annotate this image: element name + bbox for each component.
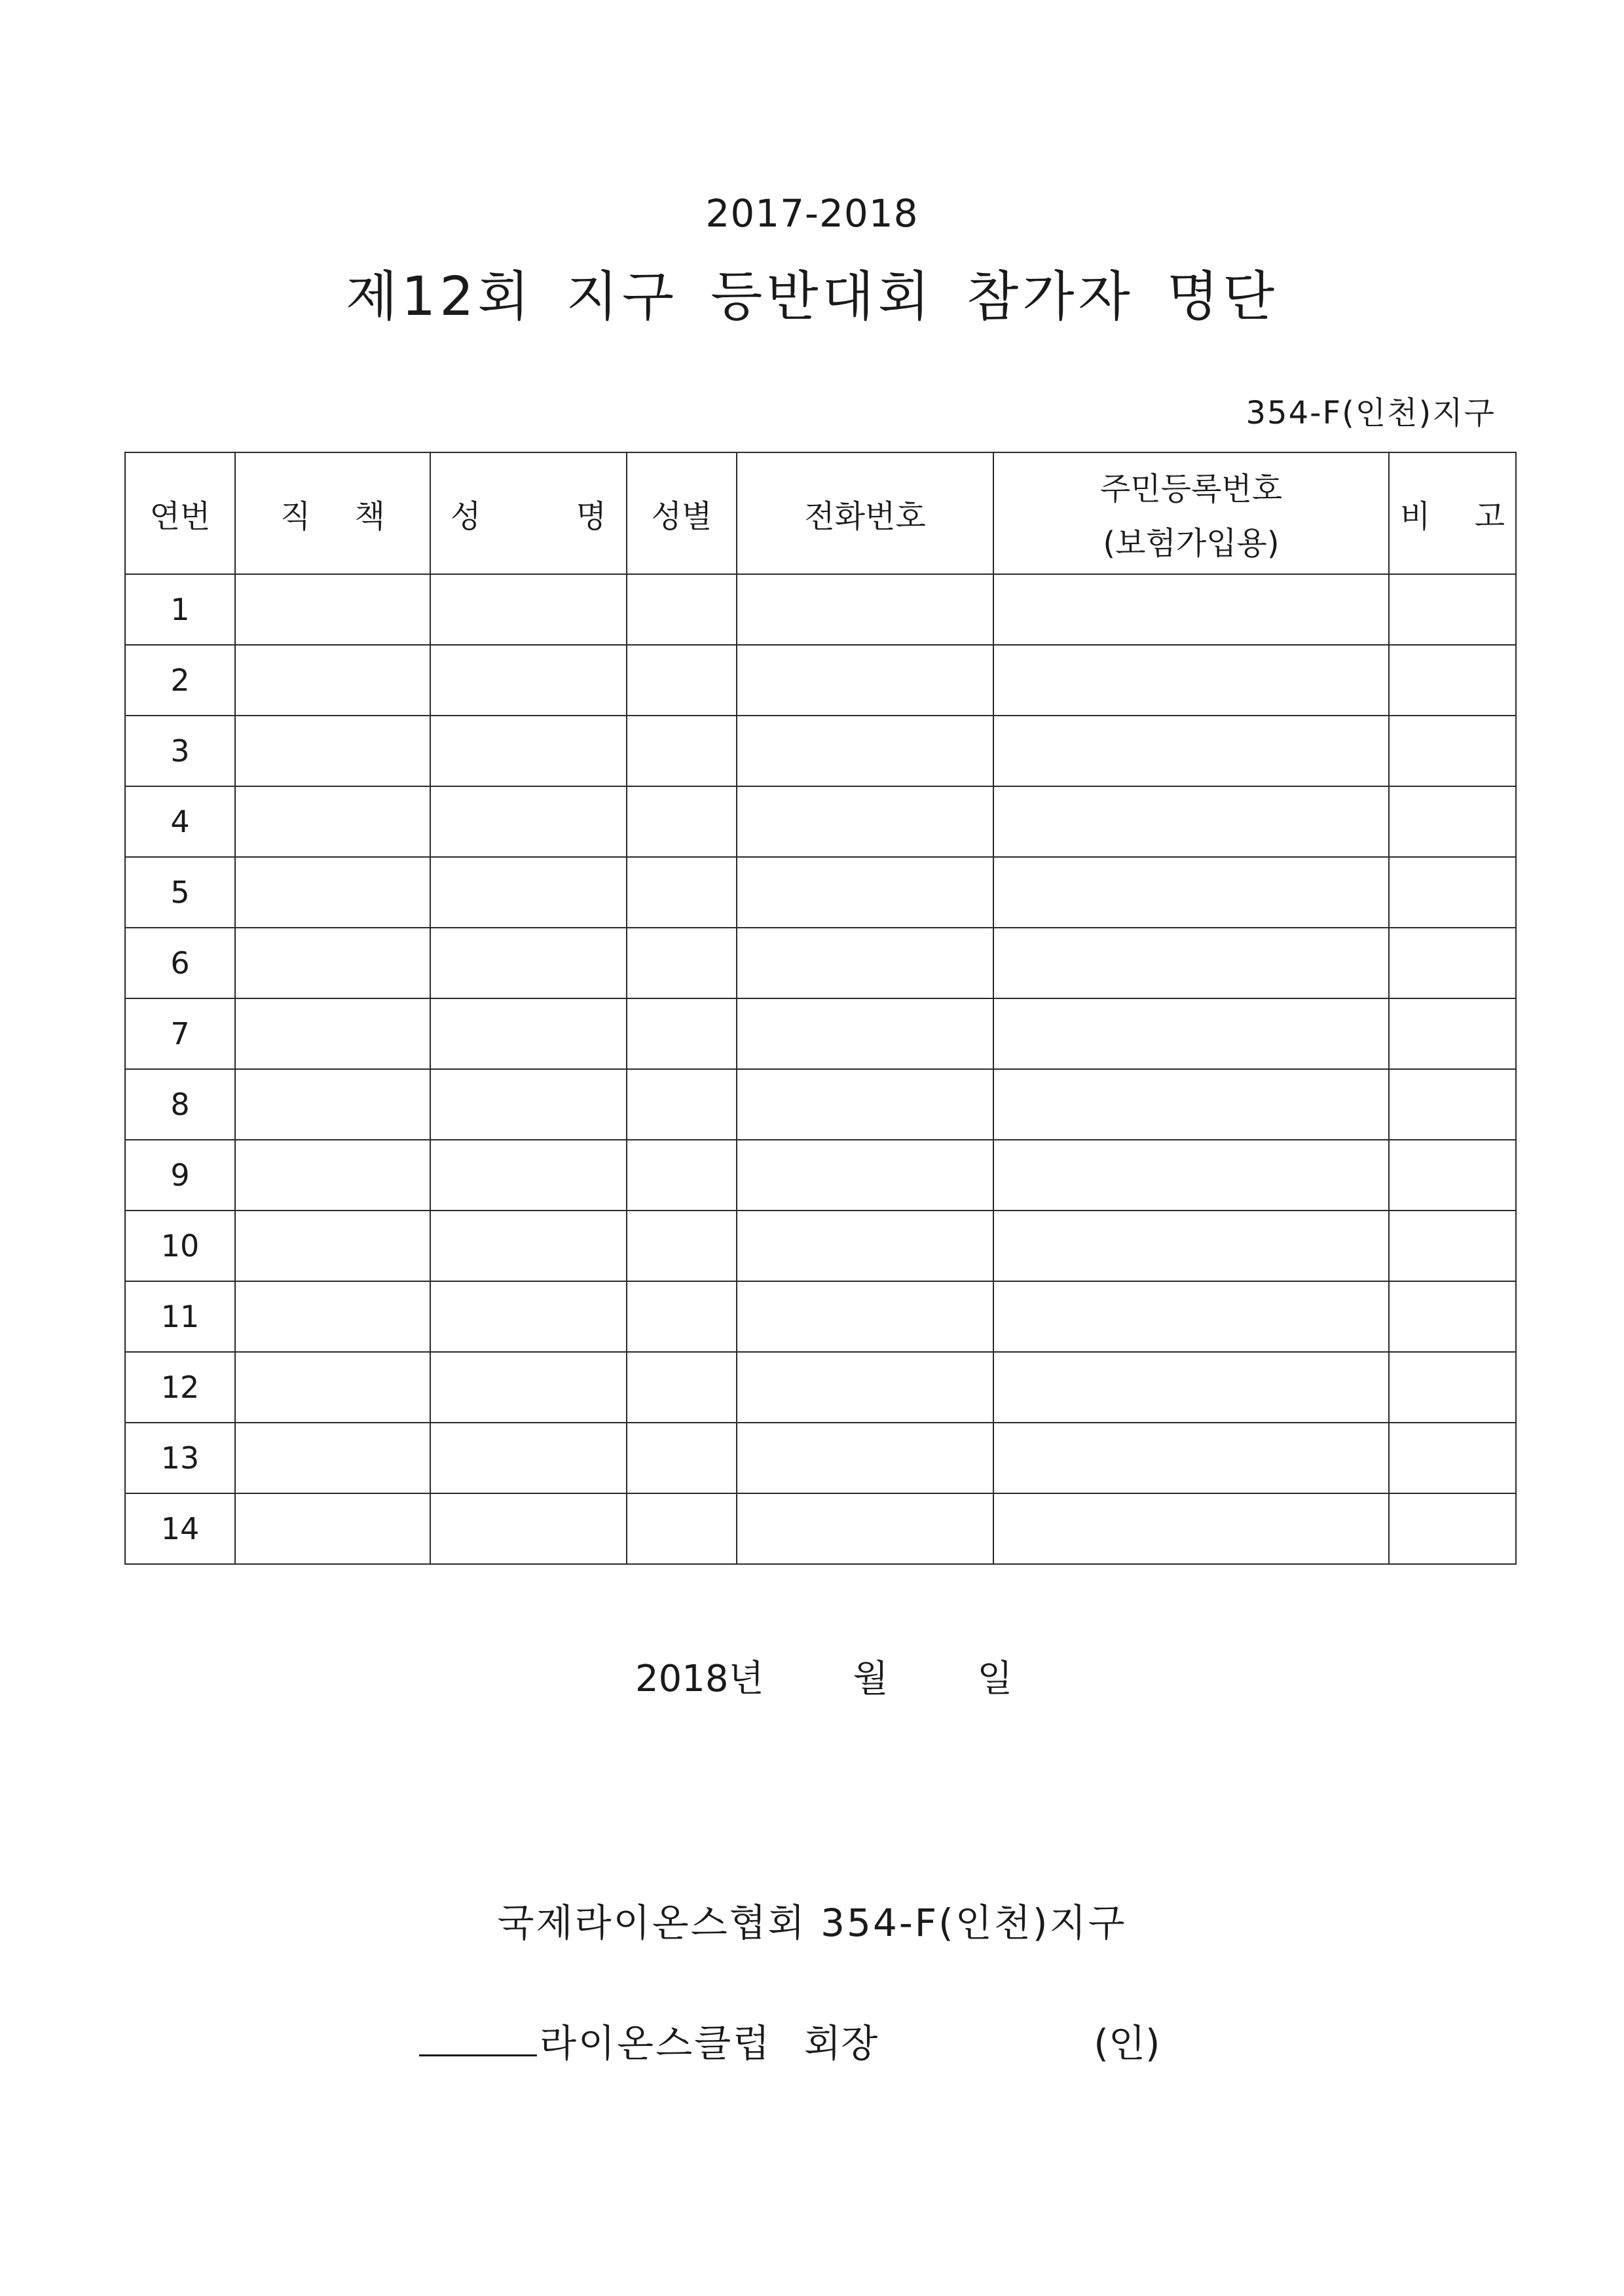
row-number: 2 — [125, 645, 235, 716]
remarks-cell[interactable] — [1389, 1423, 1516, 1493]
column-header-remarks: 비 고 — [1389, 452, 1516, 574]
gender-cell[interactable] — [627, 1423, 737, 1493]
district-label: 354-F(인천)지구 — [1246, 395, 1496, 431]
resident-id-cell[interactable] — [993, 928, 1389, 998]
name-cell[interactable] — [430, 857, 627, 928]
table-row — [125, 1423, 1516, 1493]
row-number: 3 — [125, 716, 235, 786]
gender-cell[interactable] — [627, 928, 737, 998]
club-name-blank[interactable] — [419, 2054, 537, 2056]
row-number: 6 — [125, 928, 235, 998]
resident-id-cell[interactable] — [993, 786, 1389, 857]
name-cell[interactable] — [430, 1140, 627, 1211]
name-cell[interactable] — [430, 1281, 627, 1352]
name-cell[interactable] — [430, 1493, 627, 1564]
row-number: 12 — [125, 1352, 235, 1423]
row-number: 10 — [125, 1211, 235, 1281]
remarks-cell[interactable] — [1389, 998, 1516, 1069]
name-cell[interactable] — [430, 1069, 627, 1140]
table-header-row — [125, 452, 1516, 574]
remarks-cell[interactable] — [1389, 645, 1516, 716]
resident-id-label: 주민등록번호 — [1099, 471, 1283, 507]
resident-id-cell[interactable] — [993, 716, 1389, 786]
seal-label: (인) — [1094, 2021, 1160, 2066]
resident-id-cell[interactable] — [993, 574, 1389, 645]
column-header-resident-id — [993, 452, 1389, 574]
signature-date: 2018년 월 일 — [635, 1658, 1013, 1700]
insurance-note: (보험가입용) — [1103, 525, 1280, 562]
remarks-cell[interactable] — [1389, 1140, 1516, 1211]
table-row — [125, 1352, 1516, 1423]
resident-id-cell[interactable] — [993, 1140, 1389, 1211]
position-cell[interactable] — [235, 716, 430, 786]
phone-cell[interactable] — [737, 786, 993, 857]
name-cell[interactable] — [430, 928, 627, 998]
position-cell[interactable] — [235, 1211, 430, 1281]
table-row — [125, 1069, 1516, 1140]
remarks-cell[interactable] — [1389, 1281, 1516, 1352]
phone-cell[interactable] — [737, 1493, 993, 1564]
position-cell[interactable] — [235, 857, 430, 928]
resident-id-cell[interactable] — [993, 1493, 1389, 1564]
row-number: 7 — [125, 998, 235, 1069]
phone-cell[interactable] — [737, 1069, 993, 1140]
row-number: 8 — [125, 1069, 235, 1140]
name-cell[interactable] — [430, 1423, 627, 1493]
position-cell[interactable] — [235, 998, 430, 1069]
gender-cell[interactable] — [627, 786, 737, 857]
association-name: 국제라이온스협회 354-F(인천)지구 — [497, 1901, 1127, 1945]
remarks-cell[interactable] — [1389, 1211, 1516, 1281]
row-number: 13 — [125, 1423, 235, 1493]
name-cell[interactable] — [430, 1211, 627, 1281]
phone-cell[interactable] — [737, 1423, 993, 1493]
resident-id-cell[interactable] — [993, 998, 1389, 1069]
row-number: 5 — [125, 857, 235, 928]
column-header-number: 연번 — [125, 452, 235, 574]
phone-cell[interactable] — [737, 645, 993, 716]
table-row — [125, 1281, 1516, 1352]
table-row — [125, 857, 1516, 928]
gender-cell[interactable] — [627, 1281, 737, 1352]
position-cell[interactable] — [235, 1493, 430, 1564]
table-row — [125, 1493, 1516, 1564]
table-body — [125, 574, 1516, 1564]
phone-cell[interactable] — [737, 1140, 993, 1211]
position-cell[interactable] — [235, 928, 430, 998]
gender-cell[interactable] — [627, 1211, 737, 1281]
column-header-position: 직 책 — [235, 452, 430, 574]
table-row — [125, 998, 1516, 1069]
remarks-cell[interactable] — [1389, 1069, 1516, 1140]
column-header-phone: 전화번호 — [737, 452, 993, 574]
table-row — [125, 928, 1516, 998]
gender-cell[interactable] — [627, 1352, 737, 1423]
gender-cell[interactable] — [627, 1069, 737, 1140]
row-number: 14 — [125, 1493, 235, 1564]
row-number: 9 — [125, 1140, 235, 1211]
position-cell[interactable] — [235, 1423, 430, 1493]
phone-cell[interactable] — [737, 716, 993, 786]
row-number: 4 — [125, 786, 235, 857]
gender-cell[interactable] — [627, 1140, 737, 1211]
phone-cell[interactable] — [737, 998, 993, 1069]
column-header-name: 성 명 — [430, 452, 627, 574]
resident-id-cell[interactable] — [993, 1281, 1389, 1352]
resident-id-cell[interactable] — [993, 1211, 1389, 1281]
year-range: 2017-2018 — [705, 191, 919, 236]
remarks-cell[interactable] — [1389, 786, 1516, 857]
phone-cell[interactable] — [737, 1211, 993, 1281]
row-number: 1 — [125, 574, 235, 645]
position-cell[interactable] — [235, 1069, 430, 1140]
table-row — [125, 645, 1516, 716]
position-cell[interactable] — [235, 1140, 430, 1211]
name-cell[interactable] — [430, 716, 627, 786]
gender-cell[interactable] — [627, 574, 737, 645]
signature-line — [419, 2013, 1160, 2068]
table-row — [125, 716, 1516, 786]
resident-id-cell[interactable] — [993, 857, 1389, 928]
gender-cell[interactable] — [627, 857, 737, 928]
remarks-cell[interactable] — [1389, 716, 1516, 786]
position-cell[interactable] — [235, 786, 430, 857]
position-cell[interactable] — [235, 574, 430, 645]
row-number: 11 — [125, 1281, 235, 1352]
gender-cell[interactable] — [627, 998, 737, 1069]
page-title: 제12회 지구 등반대회 참가자 명단 — [345, 266, 1279, 328]
remarks-cell[interactable] — [1389, 1352, 1516, 1423]
phone-cell[interactable] — [737, 1281, 993, 1352]
table-row — [125, 1140, 1516, 1211]
remarks-cell[interactable] — [1389, 928, 1516, 998]
president-label: 회장 — [804, 2021, 878, 2066]
position-cell[interactable] — [235, 645, 430, 716]
resident-id-cell[interactable] — [993, 1069, 1389, 1140]
remarks-cell[interactable] — [1389, 574, 1516, 645]
table-row — [125, 786, 1516, 857]
position-cell[interactable] — [235, 1281, 430, 1352]
name-cell[interactable] — [430, 645, 627, 716]
table-row — [125, 1211, 1516, 1281]
remarks-cell[interactable] — [1389, 857, 1516, 928]
gender-cell[interactable] — [627, 716, 737, 786]
phone-cell[interactable] — [737, 1352, 993, 1423]
resident-id-cell[interactable] — [993, 1352, 1389, 1423]
name-cell[interactable] — [430, 574, 627, 645]
name-cell[interactable] — [430, 998, 627, 1069]
phone-cell[interactable] — [737, 928, 993, 998]
club-label: 라이온스클럽 — [540, 2021, 772, 2066]
remarks-cell[interactable] — [1389, 1493, 1516, 1564]
name-cell[interactable] — [430, 1352, 627, 1423]
name-cell[interactable] — [430, 786, 627, 857]
resident-id-cell[interactable] — [993, 1423, 1389, 1493]
resident-id-cell[interactable] — [993, 645, 1389, 716]
table-row — [125, 574, 1516, 645]
phone-cell[interactable] — [737, 574, 993, 645]
participant-table — [124, 452, 1517, 1565]
gender-cell[interactable] — [627, 1493, 737, 1564]
phone-cell[interactable] — [737, 857, 993, 928]
position-cell[interactable] — [235, 1352, 430, 1423]
gender-cell[interactable] — [627, 645, 737, 716]
column-header-gender: 성별 — [627, 452, 737, 574]
